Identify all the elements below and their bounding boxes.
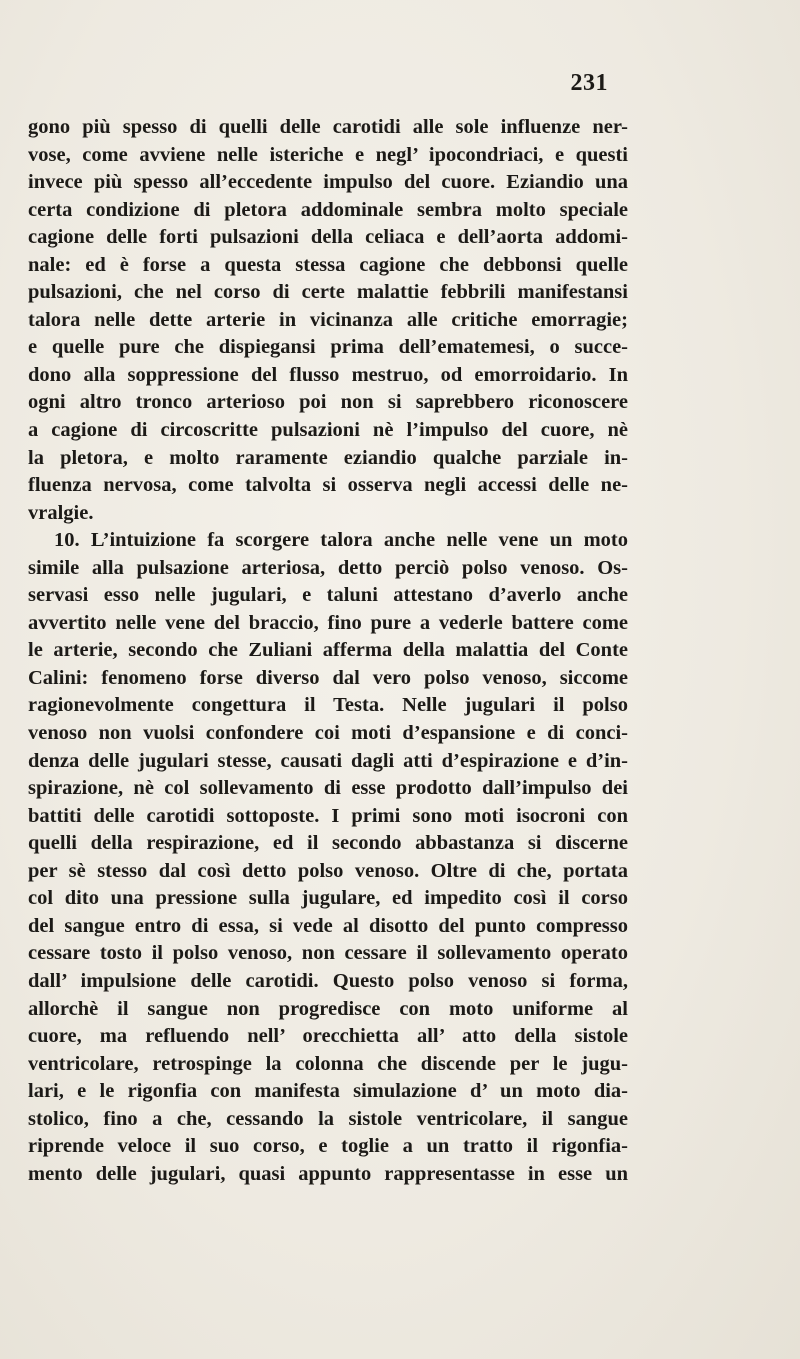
text-line: vralgie.: [28, 501, 94, 524]
text-line: dono alla soppressione del flusso mestruo, od emorroidario. In: [28, 363, 628, 386]
text-line: riprende veloce il suo corso, e toglie a un tratto il rigonfia-: [28, 1135, 628, 1158]
text-line: vose, come avviene nelle isteriche e negl’ ipocondriaci, e questi: [28, 143, 628, 166]
text-line: col dito una pressione sulla jugulare, ed impedito così il corso: [28, 887, 628, 910]
text-line: ragionevolmente congettura il Testa. Nelle jugulari il polso: [28, 694, 628, 717]
text-line: invece più spesso all’eccedente impulso del cuore. Eziandio una: [28, 171, 628, 194]
body-text: [28, 114, 628, 1188]
text-line: le arterie, secondo che Zuliani afferma della malattia del Conte: [28, 639, 628, 662]
text-line: allorchè il sangue non progredisce con moto uniforme al: [28, 997, 628, 1020]
text-line: per sè stesso dal così detto polso venoso. Oltre di che, portata: [28, 859, 628, 882]
text-line: dall’ impulsione delle carotidi. Questo polso venoso si forma,: [28, 969, 628, 992]
text-line: nale: ed è forse a questa stessa cagione che debbonsi quelle: [28, 253, 628, 276]
text-line: avvertito nelle vene del braccio, fino pure a vederle battere come: [28, 611, 628, 634]
text-line: lari, e le rigonfia con manifesta simulazione d’ un moto dia-: [28, 1080, 628, 1103]
text-line: spirazione, nè col sollevamento di esse prodotto dall’impulso dei: [28, 777, 628, 800]
page-number: 231: [570, 70, 608, 96]
text-line: e quelle pure che dispiegansi prima dell’ematemesi, o succe-: [28, 336, 628, 359]
text-line: simile alla pulsazione arteriosa, detto perciò polso venoso. Os-: [28, 556, 628, 579]
text-line: denza delle jugulari stesse, causati dagli atti d’espirazione e d’in-: [28, 749, 628, 772]
text-line: cagione delle forti pulsazioni della celiaca e dell’aorta addomi-: [28, 226, 628, 249]
text-line: talora nelle dette arterie in vicinanza alle critiche emorragie;: [28, 308, 628, 331]
paragraph-start-line: 10. L’intuizione fa scorgere talora anche nelle vene un moto: [54, 529, 628, 552]
text-line: Calini: fenomeno forse diverso dal vero polso venoso, siccome: [28, 666, 628, 689]
text-line: ventricolare, retrospinge la colonna che discende per le jugu-: [28, 1052, 628, 1075]
text-line: fluenza nervosa, come talvolta si osserva negli accessi delle ne-: [28, 474, 628, 497]
text-line: gono più spesso di quelli delle carotidi alle sole influenze ner-: [28, 116, 628, 138]
text-line: a cagione di circoscritte pulsazioni nè l’impulso del cuore, nè: [28, 419, 628, 442]
text-line: del sangue entro di essa, si vede al disotto del punto compresso: [28, 914, 628, 937]
text-line: servasi esso nelle jugulari, e taluni attestano d’averlo anche: [28, 584, 628, 607]
text-line: la pletora, e molto raramente eziandio qualche parziale in-: [28, 446, 628, 469]
text-line: battiti delle carotidi sottoposte. I primi sono moti isocroni con: [28, 804, 628, 827]
text-line: certa condizione di pletora addominale sembra molto speciale: [28, 198, 628, 221]
text-line: pulsazioni, che nel corso di certe malattie febbrili manifestansi: [28, 281, 628, 304]
text-line: cuore, ma refluendo nell’ orecchietta all’ atto della sistole: [28, 1025, 628, 1048]
text-line: quelli della respirazione, ed il secondo abbastanza si discerne: [28, 832, 628, 855]
text-line: cessare tosto il polso venoso, non cessare il sollevamento operato: [28, 942, 628, 965]
text-line: ogni altro tronco arterioso poi non si saprebbero riconoscere: [28, 391, 628, 414]
text-line: stolico, fino a che, cessando la sistole ventricolare, il sangue: [28, 1107, 628, 1130]
text-line: venoso non vuolsi confondere coi moti d’espansione e di conci-: [28, 722, 628, 745]
text-line: mento delle jugulari, quasi appunto rappresentasse in esse un: [28, 1162, 628, 1185]
